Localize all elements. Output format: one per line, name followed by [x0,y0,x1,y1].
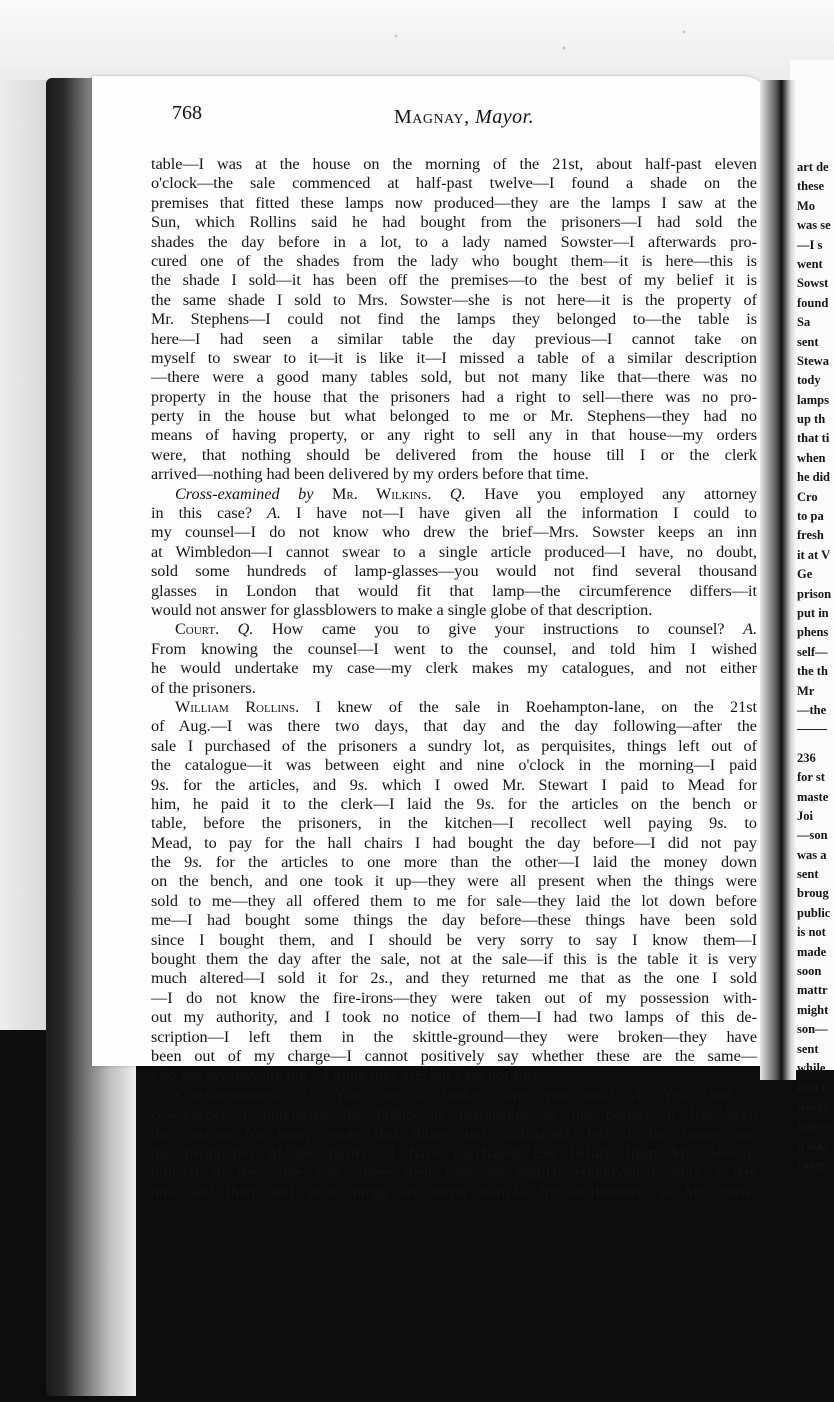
paper-specks [300,20,780,60]
right-column-line: tody [797,373,821,388]
right-column-line: it was [797,1138,828,1153]
text-run: of the prisoners. [151,678,256,697]
right-column-line: Joi [797,808,813,823]
right-column-line: sent [797,867,819,882]
text-line [151,368,757,387]
text-run: been out of my charge—I cannot positively say whether these are the same— [151,1046,757,1065]
text-run: the 9 [151,853,193,872]
running-title-separator: , [464,106,476,128]
text-line [151,1086,757,1105]
right-column-line: was se [797,218,831,233]
right-column-line: broug [797,886,829,901]
right-column-line: for st [797,770,825,785]
text-line [151,1047,757,1066]
text-line [151,582,757,601]
text-line [151,174,757,193]
text-line [151,330,757,349]
right-column-line: room. [797,1157,829,1172]
text-line [151,814,757,833]
right-page-column-fragment [797,158,834,1175]
running-title [394,106,534,129]
text-run: much altered—I sold it for 2 [151,969,379,988]
text-line [151,1028,757,1047]
text-run: You are a broker, are you not? [317,1085,632,1104]
text-line [151,562,757,581]
text-run: I knew of the sale in Roehampton-lane, on the 21st [299,697,757,716]
text-run: since I bought them, and I should be very sorry to say I know them—I [151,930,757,949]
right-column-line: fore— [797,1119,831,1134]
text-run: —there were a good many tables sold, but not many like that—there was no [151,368,757,387]
text-run: Q. [301,1085,318,1104]
text-line [151,407,757,426]
text-run: Cross-examined. [175,1085,284,1104]
text-line [151,1163,757,1182]
text-line [151,737,757,756]
text-run: Mr. Wilkins. [331,484,432,503]
text-run: here—I had seen a similar table the day previous—I cannot take on [151,329,757,348]
page-header [172,100,752,130]
text-run: Mead, to pay for the hall chairs I had bought the day before—I did not pay [151,833,757,852]
text-line [151,698,757,717]
text-run: my counsel—I do not know who drew the brief—Mrs. Sowster keeps an inn [151,523,757,542]
text-run: s. [378,969,389,988]
right-column-line: went [797,256,823,271]
text-line [151,1144,757,1163]
body-text [151,155,757,1202]
text-run: means of having property, or any right to sell any in that house—my orders [151,426,757,445]
right-column-line: son— [797,1022,828,1037]
text-run: s. [717,814,728,833]
right-column-line: while [797,1060,826,1075]
text-line [151,426,757,445]
right-column-line: that ti [797,431,830,446]
text-run: on the bench, and one took it up—they were all present when the things were [151,872,757,891]
text-line [151,911,757,930]
text-line [151,1105,757,1124]
text-run: sold to me—they all offered them to me for sale—they laid the lot down before [151,891,757,910]
right-column-line: when [797,450,826,465]
text-line [151,504,757,523]
text-line [151,969,757,988]
right-column-line: maste [797,789,829,804]
right-column-line: the th [797,664,828,679]
text-line [151,523,757,542]
text-run: s. [159,775,170,794]
text-line [151,194,757,213]
text-line [151,485,757,504]
text-line [151,989,757,1008]
text-run: A. [743,620,757,639]
text-run: A. [631,1085,646,1104]
book-gutter [760,80,796,1080]
text-run [313,485,332,503]
text-run: —I do not know the fire-irons—they were taken out of my possession with- [151,988,757,1007]
text-run: at Wimbledon—I cannot swear to a single article produced—I have, no doubt, [151,542,757,561]
text-line [151,465,757,484]
text-line [151,388,757,407]
text-run: the custom for many years that things not catalogued, left in the house, are [151,1124,757,1143]
text-run: Q. [449,484,466,503]
text-run: of Aug.—I was there two days, that day and the day following—after the [151,717,757,736]
text-run: him, he paid it to the clerk—I laid the 9 [151,794,485,813]
text-line [151,776,757,795]
right-column-line: —son [797,828,828,843]
page-number: 768 [172,102,202,124]
right-column-line: Sowst [797,276,829,291]
text-line [151,349,757,368]
text-run: , and they returned me that as the one I sold [388,969,757,988]
text-run: for the articles, and 9 [169,775,358,794]
text-run: 9 [151,775,160,794]
text-run: o'clock—the sale commenced at half-past twelve—I found a shade on the [151,174,757,193]
text-line [151,543,757,562]
text-run: premises that fitted these lamps now produced—they are the lamps I saw at the [151,193,757,212]
text-line [151,717,757,736]
text-run: were, that nothing should be delivered from the house till I or the clerk [151,445,757,464]
text-line [151,310,757,329]
right-column-line: put in [797,605,829,620]
text-run: out my authority, and I took no notice of them—I had two lamps of this de- [151,1008,757,1027]
text-line [151,679,757,698]
text-run: A. [267,504,281,523]
right-column-line: wheth [797,1099,830,1114]
text-run: perty in the house but what belonged to me or Mr. Stephens—they had no [151,407,757,426]
right-column-line: made [797,944,827,959]
text-run: the perquisites of the porters—I have purchased lots before from Mr. Stewart [151,1143,757,1162]
right-column-line: Mo [797,198,816,213]
text-run: table—I was at the house on the morning of the 21st, about half-past eleven [151,155,757,173]
right-column-line: lamps [797,392,829,407]
right-column-line: might [797,1002,829,1017]
text-run: for the articles to one more than the other—I laid the money down [202,853,757,872]
text-line [151,756,757,775]
text-run: cured one of the shades from the lady who bought them—it is here—this is [151,251,757,270]
text-run: Mr. Stephens—I could not find the lamps they belonged to—the table is [151,310,757,329]
right-column-line: fresh [797,528,824,543]
text-line [151,1183,757,1202]
running-title-office: Mayor. [475,106,535,128]
text-run: now and then, and such things are never noticed by auctioneers, as Mr. Stew- [151,1182,757,1201]
text-run: sale I purchased of the prisoners a sundry lot, as perquisites, things left out of [151,736,757,755]
scan-left-margin [0,80,48,1080]
right-column-line: Ge [797,567,813,582]
text-run: himself in the same way—these men have no regular employment, only a day [151,1163,757,1182]
text-run: shades the day before in a lot, to a lady named Sowster—I afterwards pro- [151,232,757,251]
text-line [151,795,757,814]
right-column-line: Sa [797,315,811,330]
right-column-line: sent [797,1041,819,1056]
right-column-line: soon [797,964,822,979]
right-column-line: public [797,905,831,920]
text-run: Sun, which Rollins said he had bought from the prisoners—I had sold the [151,213,757,232]
text-line [151,620,757,639]
right-column-line: was a [797,847,827,862]
text-run: in this case? [151,504,268,523]
text-line [151,446,757,465]
text-run: arrived—nothing had been delivered by my orders before that time. [151,465,589,484]
text-line [151,834,757,853]
right-column-line: Mr [797,683,815,698]
right-column-line: to pa [797,509,824,524]
text-run: s. [357,775,369,794]
text-run: sold some hundreds of lamp-glasses—you would not find several thousand [151,562,757,581]
right-column-line: —the [797,702,827,717]
text-run: Cross-examined by [175,484,314,503]
text-line [151,1066,757,1085]
text-run [219,620,238,638]
text-run: I do not say they are not—I think they are, but I am not sure. [151,1066,544,1085]
right-column-line: mattr [797,983,828,998]
right-column-rule [797,729,834,748]
text-run: to [727,814,757,833]
right-column-line: into t [797,1080,826,1095]
text-line [151,950,757,969]
text-line [151,659,757,678]
text-run: s. [484,794,495,813]
text-line [151,640,757,659]
right-column-line: these [797,179,825,194]
text-line [151,1008,757,1027]
right-column-line: is not [797,925,826,940]
text-line [151,155,757,174]
text-run: table, before the prisoners, in the kitchen—I recollect well paying 9 [151,814,718,833]
text-run: for the articles on the bench or [494,794,757,813]
right-column-line: 236 [797,750,816,765]
right-column-line: art de [797,160,829,174]
text-run: the same shade I sold to Mrs. Sowster—she is not here—it is the property of [151,290,757,309]
right-column-line: it at V [797,547,831,562]
text-line [151,601,757,620]
text-run: Q. [237,620,254,639]
text-run: How came you to give your instructions to counsel? [253,620,744,639]
right-column-line: self— [797,644,828,659]
text-line [151,1125,757,1144]
text-line [151,872,757,891]
text-line [151,892,757,911]
text-run: would not answer for glassblowers to make a single globe of that description. [151,600,653,619]
right-column-line: phens [797,625,829,640]
text-run [284,1086,302,1104]
right-column-line: found [797,295,829,310]
text-run: From knowing the counsel—I went to the counsel, and told him I wished [151,639,757,658]
text-run: William Rollins. [175,697,300,716]
text-line [151,252,757,271]
text-run: which I owed Mr. Stewart I paid to Mead for [368,775,757,794]
text-run: Yes, and a [645,1085,757,1104]
text-run: s. [192,853,203,872]
text-run: he would undertake my case—my clerk makes my catalogues, and not either [151,659,757,678]
text-run: I have not—I have given all the information I could to [280,504,757,523]
right-column-line: Stewa [797,353,829,368]
running-title-name: Magnay [394,106,465,128]
text-run: glasses in London that would fit that lamp—the circumference differs—it [151,581,757,600]
text-line [151,233,757,252]
text-line [151,213,757,232]
right-column-line: Cro [797,489,818,504]
right-column-line: sent [797,334,819,349]
text-run: bought them the day after the sale, not at the sale—if this is the table it is very [151,950,757,969]
text-run: Court. [175,620,220,639]
text-line [151,291,757,310]
text-run: me—I had bought some things the day before—these things have been sold [151,911,757,930]
text-run: the catalogue—it was between eight and nine o'clock in the morning—I paid [151,756,757,775]
text-run: the shade I sold—it has been off the premises—to the best of my belief it is [151,271,757,290]
text-run: Have you employed any attorney [465,484,757,503]
right-column-line: —I s [797,237,823,252]
text-line [151,271,757,290]
text-line [151,853,757,872]
text-run: cow-keeper—I purchased the things as perquisites of the porters—it has been [151,1105,757,1124]
text-run: myself to swear to it—it is like it—I missed a table of a similar description [151,348,757,367]
text-run: property in the house that the prisoners had a right to sell—there was no pro- [151,387,757,406]
text-line [151,931,757,950]
text-run: scription—I left them in the skittle-ground—they were broken—they have [151,1027,757,1046]
right-column-line: he did [797,470,831,485]
right-column-line: prison [797,586,832,601]
right-column-line: up th [797,412,826,427]
text-run [431,485,450,503]
